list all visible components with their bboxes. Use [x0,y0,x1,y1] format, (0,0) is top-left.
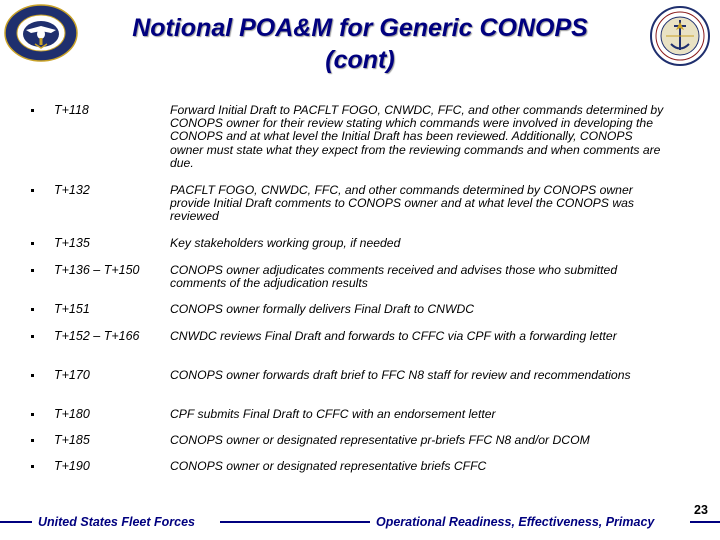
row-description: CONOPS owner or designated representative briefs CFFC [170,459,487,473]
row-description: CNWDC reviews Final Draft and forwards to CFFC via CPF with a forwarding letter [170,329,617,343]
footer-left-text: United States Fleet Forces [38,515,195,529]
footer-right-text: Operational Readiness, Effectiveness, Primacy [376,515,655,529]
title-line-1: Notional POA&M for Generic CONOPS [132,14,588,42]
bullet [31,335,34,338]
bullet [31,439,34,442]
day-label: T+136 – T+150 [54,263,140,277]
day-label: T+152 – T+166 [54,329,140,343]
day-label: T+180 [54,407,90,421]
bullet [31,413,34,416]
footer-rule-left [0,521,32,523]
row-description: CONOPS owner formally delivers Final Draft to CNWDC [170,302,475,316]
bullet [31,374,34,377]
row-description: CONOPS owner forwards draft brief to FFC N8 staff for review and recommendations [170,368,631,382]
day-label: T+132 [54,183,90,197]
day-label: T+151 [54,302,90,316]
day-label: T+185 [54,433,90,447]
bullet [31,465,34,468]
row-description: Key stakeholders working group, if needed [170,236,401,250]
row-description: CPF submits Final Draft to CFFC with an endorsement letter [170,407,496,421]
bullet [31,109,34,112]
row-description: Forward Initial Draft to PACFLT FOGO, CNWDC, FFC, and other commands determined by CONOPS owner for their review stating which commands were involved in developing the CONOPS and at what level the Initial Draft has been reviewed. Additionally, CONOPS owner must state what they expect from the reviewing commands and when comments are due. [170,103,664,170]
bullet [31,242,34,245]
footer-rule-middle [220,521,370,523]
footer-rule-right [690,521,720,523]
day-label: T+190 [54,459,90,473]
day-label: T+135 [54,236,90,250]
bullet [31,189,34,192]
page-number: 23 [694,503,708,517]
day-label: T+118 [54,103,89,117]
row-description: CONOPS owner adjudicates comments received and advises those who submitted comments of the adjudication results [170,263,618,291]
row-description: PACFLT FOGO, CNWDC, FFC, and other commands determined by CONOPS owner provide Initial Draft comments to CONOPS owner and at what level the CONOPS was reviewed [170,183,634,224]
bullet [31,308,34,311]
row-description: CONOPS owner or designated representative pr-briefs FFC N8 and/or DCOM [170,433,590,447]
day-label: T+170 [54,368,90,382]
bullet [31,269,34,272]
title-line-2: (cont) [325,46,395,74]
